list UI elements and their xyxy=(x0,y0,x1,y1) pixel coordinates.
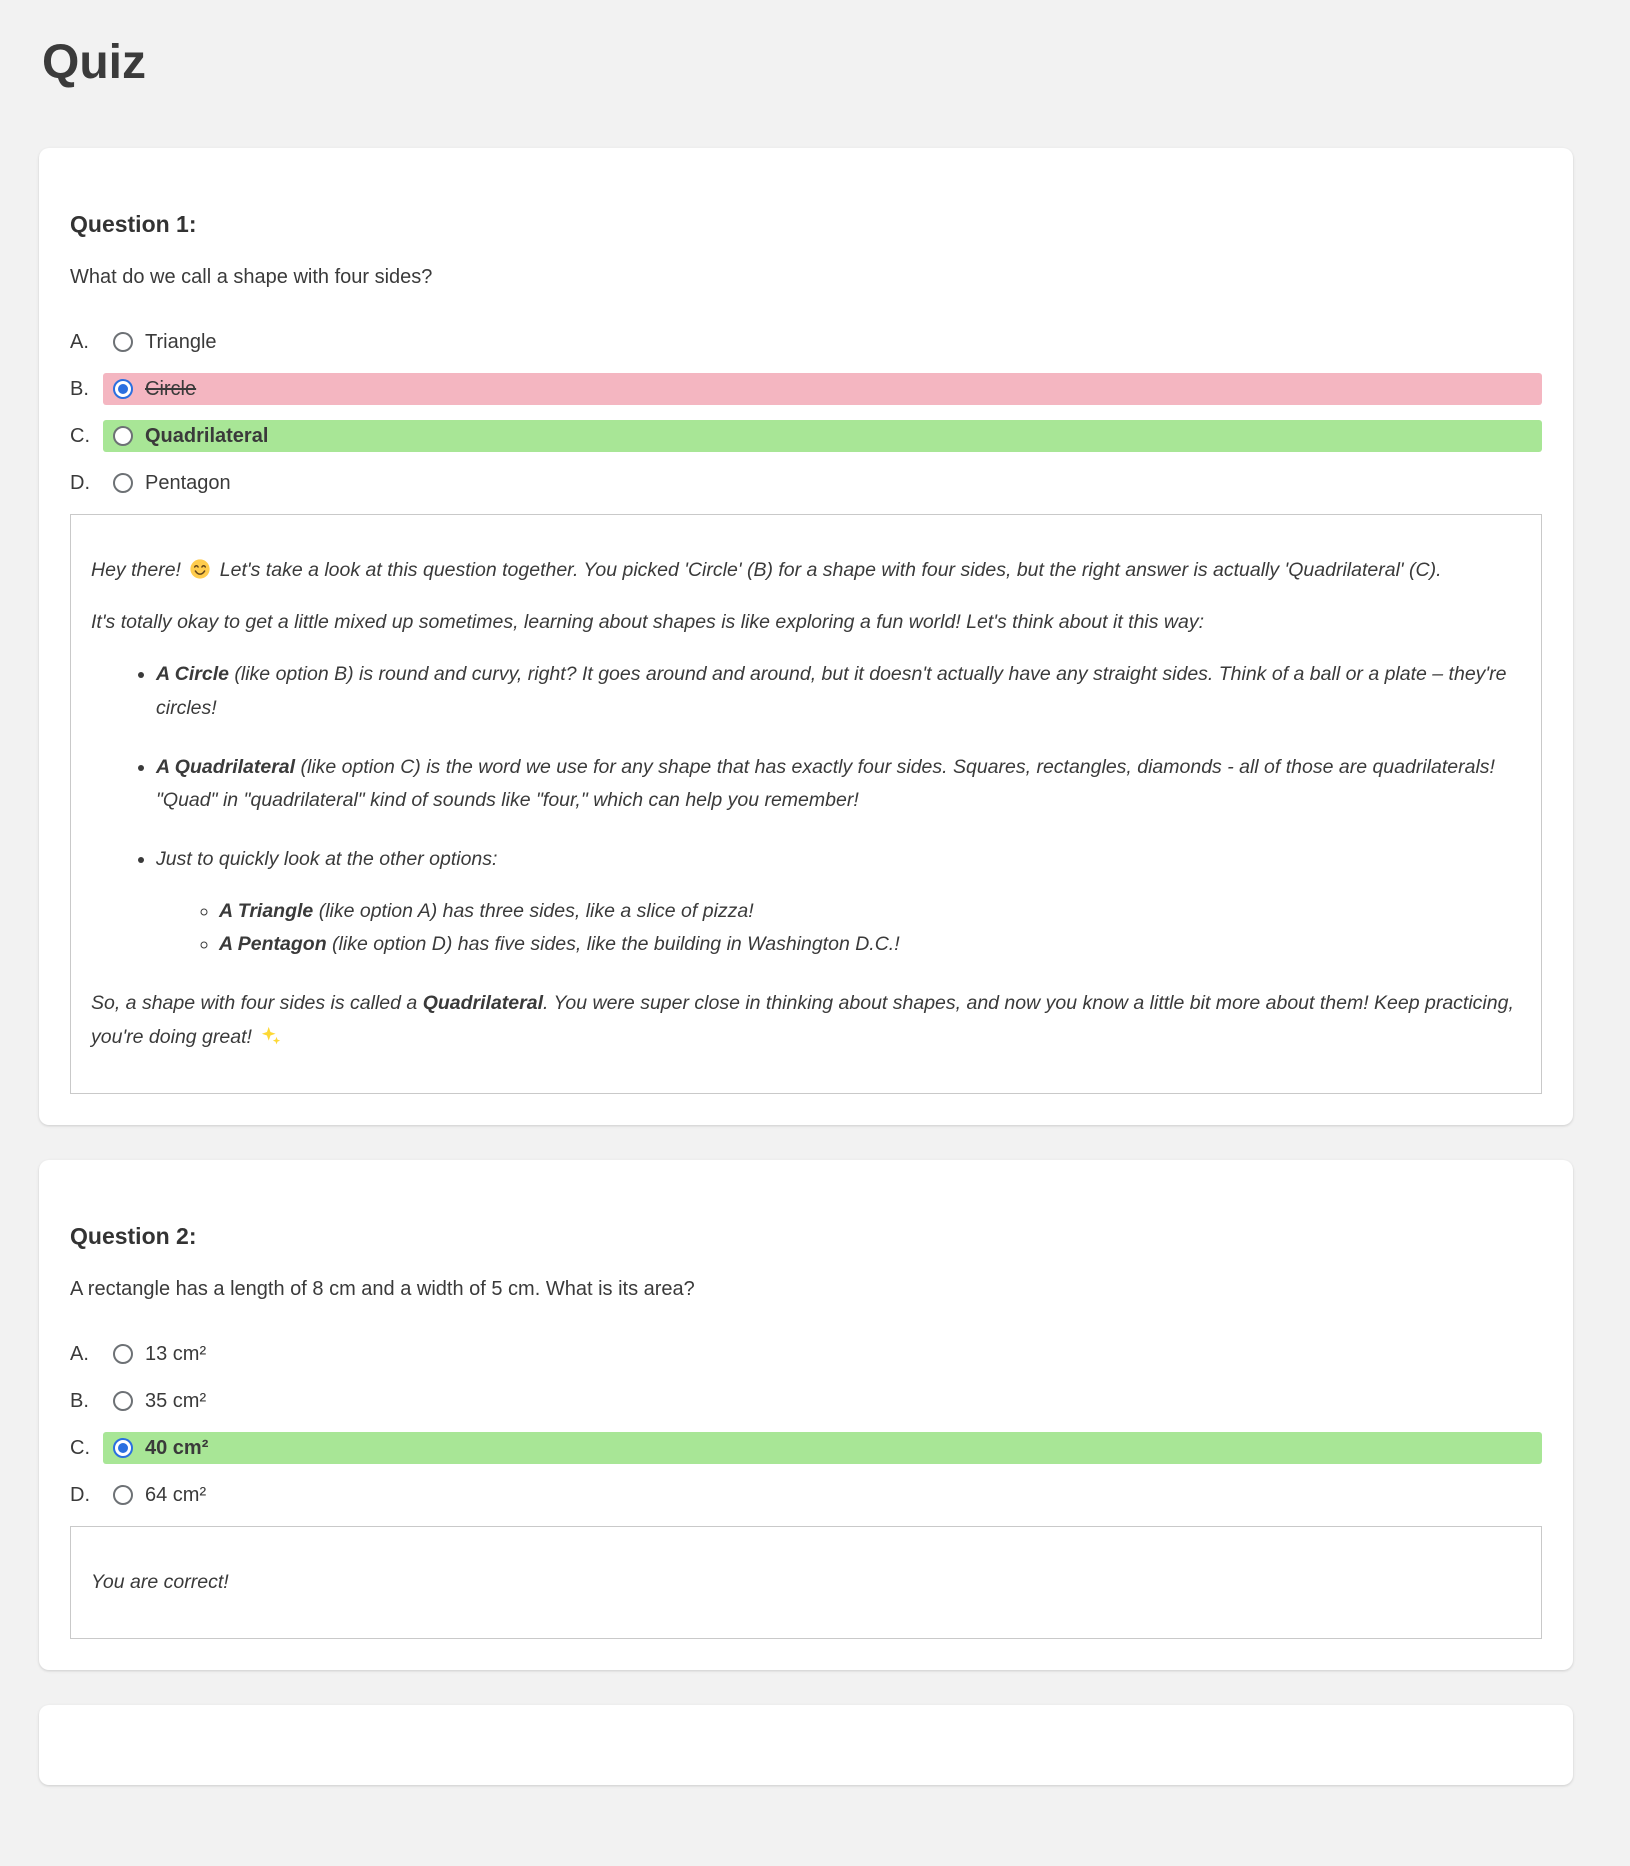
option-body[interactable] xyxy=(103,373,1542,405)
feedback-list-item xyxy=(219,928,1521,961)
options-list xyxy=(70,326,1542,499)
feedback-text-segment: Quadrilateral xyxy=(422,992,543,1015)
option-row xyxy=(70,1338,1542,1370)
option-radio[interactable] xyxy=(113,1391,133,1411)
feedback-text-segment: (like option A) has three sides, like a slice of pizza! xyxy=(313,900,754,923)
feedback-list-item xyxy=(156,843,1521,961)
option-body[interactable] xyxy=(103,1432,1542,1464)
option-row xyxy=(70,1432,1542,1464)
feedback-list xyxy=(91,658,1521,961)
option-label: 64 cm² xyxy=(145,1483,207,1506)
option-letter: A. xyxy=(70,1343,89,1366)
option-body[interactable] xyxy=(103,1338,1542,1370)
question-heading: Question 2: xyxy=(70,1222,197,1249)
option-row xyxy=(70,1385,1542,1417)
option-radio[interactable] xyxy=(113,1485,133,1505)
feedback-text-segment: You are correct! xyxy=(91,1571,229,1594)
feedback-list xyxy=(156,895,1521,961)
question-prompt: A rectangle has a length of 8 cm and a width of 5 cm. What is its area? xyxy=(70,1278,695,1301)
option-letter: B. xyxy=(70,378,89,401)
option-label: Quadrilateral xyxy=(145,424,269,447)
feedback-text-segment: So, a shape with four sides is called a xyxy=(91,992,423,1015)
question-card-partial xyxy=(39,1705,1573,1785)
feedback-text-segment: Let's take a look at this question together. You picked 'Circle' (B) for a shape with four sides, but the right answer is actually 'Quadrilateral' (C). xyxy=(214,559,1442,582)
option-body[interactable] xyxy=(103,467,1542,499)
option-radio[interactable] xyxy=(113,1438,133,1458)
option-label: Circle xyxy=(145,377,197,400)
question-card xyxy=(39,1160,1573,1671)
questions-container xyxy=(39,148,1573,1671)
option-label: Triangle xyxy=(145,330,217,353)
option-radio[interactable] xyxy=(113,332,133,352)
feedback-text-segment: A Circle xyxy=(156,663,229,686)
feedback-paragraph xyxy=(91,1566,1521,1599)
option-body[interactable] xyxy=(103,1385,1542,1417)
option-radio[interactable] xyxy=(113,426,133,446)
feedback-box xyxy=(70,1526,1542,1639)
question-heading: Question 1: xyxy=(70,210,197,237)
option-letter: D. xyxy=(70,1484,90,1507)
feedback-text-segment: Hey there! xyxy=(91,559,187,582)
option-label: 13 cm² xyxy=(145,1342,207,1365)
page xyxy=(39,34,1573,1785)
sparkles-emoji xyxy=(257,1021,285,1054)
feedback-text-segment: A Pentagon xyxy=(219,933,327,956)
option-radio[interactable] xyxy=(113,473,133,493)
option-label: 35 cm² xyxy=(145,1389,207,1412)
feedback-text-segment: A Triangle xyxy=(219,900,314,923)
feedback-text-segment: (like option D) has five sides, like the building in Washington D.C.! xyxy=(326,933,900,956)
page-title: Quiz xyxy=(42,36,146,89)
option-body[interactable] xyxy=(103,1479,1542,1511)
feedback-text-segment: A Quadrilateral xyxy=(156,755,296,778)
option-body[interactable] xyxy=(103,420,1542,452)
option-label: Pentagon xyxy=(145,471,231,494)
option-body[interactable] xyxy=(103,326,1542,358)
feedback-text-segment: It's totally okay to get a little mixed up sometimes, learning about shapes is like exploring a fun world! Let's think about it this way: xyxy=(91,611,1205,634)
option-row xyxy=(70,373,1542,405)
option-letter: D. xyxy=(70,472,90,495)
feedback-list-item xyxy=(156,751,1521,817)
options-list xyxy=(70,1338,1542,1511)
feedback-paragraph xyxy=(91,554,1521,587)
option-row xyxy=(70,326,1542,358)
question-prompt: What do we call a shape with four sides? xyxy=(70,266,433,289)
option-letter: C. xyxy=(70,1437,90,1460)
option-row xyxy=(70,1479,1542,1511)
feedback-text-segment: Just to quickly look at the other options: xyxy=(156,848,498,871)
feedback-list-item xyxy=(156,658,1521,724)
feedback-paragraph xyxy=(91,987,1521,1053)
option-row xyxy=(70,420,1542,452)
feedback-text-segment: (like option B) is round and curvy, right? It goes around and around, but it doesn't actually have any straight sides. Think of a ball or a plate – they're circles! xyxy=(156,663,1507,719)
feedback-list-item xyxy=(219,895,1521,928)
feedback-text-segment: . You were super close in thinking about shapes, and now you know a little bit more about them! Keep practicing, you're doing great! xyxy=(91,992,1514,1048)
smiling-face-emoji xyxy=(186,554,214,587)
option-letter: A. xyxy=(70,331,89,354)
feedback-box xyxy=(70,514,1542,1094)
feedback-paragraph xyxy=(91,606,1521,639)
option-letter: B. xyxy=(70,1390,89,1413)
option-radio[interactable] xyxy=(113,379,133,399)
option-label: 40 cm² xyxy=(145,1436,209,1459)
option-row xyxy=(70,467,1542,499)
question-card xyxy=(39,148,1573,1125)
feedback-text-segment: (like option C) is the word we use for any shape that has exactly four sides. Squares, rectangles, diamonds - all of those are quadrilaterals! "Quad" in "quadrilateral" kind of sounds like "four," which can help you remember! xyxy=(156,755,1495,811)
option-letter: C. xyxy=(70,425,90,448)
option-radio[interactable] xyxy=(113,1344,133,1364)
